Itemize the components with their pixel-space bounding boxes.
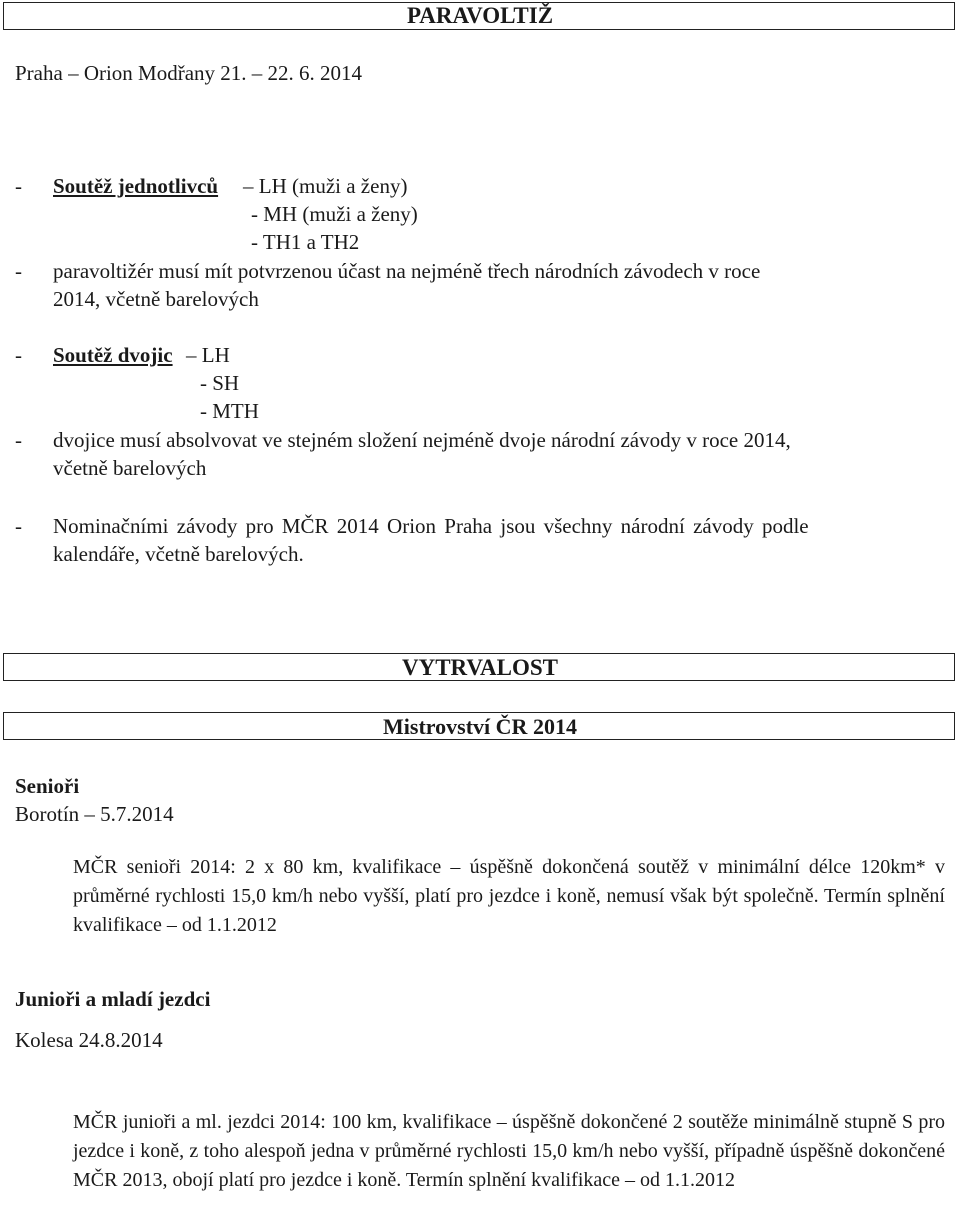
indiv-req-dash: - xyxy=(15,259,22,283)
seniors-event: Borotín – 5.7.2014 xyxy=(15,802,174,826)
indiv-req-line-1: paravoltižér musí mít potvrzenou účast na nejméně třech národních závodech v roce xyxy=(53,259,761,283)
nomination-dash: - xyxy=(15,514,22,538)
pair-class-1: – LH xyxy=(186,343,230,367)
seniors-title: Senioři xyxy=(15,774,80,798)
indiv-req-line-2: 2014, včetně barelových xyxy=(53,287,259,311)
paravoltiz-heading: PARAVOLTIŽ xyxy=(406,3,554,28)
juniors-title: Junioři a mladí jezdci xyxy=(15,987,211,1011)
juniors-event: Kolesa 24.8.2014 xyxy=(15,1028,163,1052)
pair-label: Soutěž dvojic xyxy=(53,343,173,367)
pair-dash: - xyxy=(15,343,22,367)
nomination-line-1: Nominačními závody pro MČR 2014 Orion Praha jsou všechny národní závody podle xyxy=(53,514,809,538)
nomination-line-2: kalendáře, včetně barelových. xyxy=(53,542,304,566)
pair-req-line-2: včetně barelových xyxy=(53,456,207,480)
paravoltiz-event: Praha – Orion Modřany 21. – 22. 6. 2014 xyxy=(15,61,363,85)
indiv-dash: - xyxy=(15,174,22,198)
pair-req-line-1: dvojice musí absolvovat ve stejném složení nejméně dvoje národní závody v roce 2014, xyxy=(53,428,791,452)
pair-req-dash: - xyxy=(15,428,22,452)
indiv-class-2: - MH (muži a ženy) xyxy=(251,202,418,226)
indiv-class-3: - TH1 a TH2 xyxy=(251,230,360,254)
seniors-text: MČR senioři 2014: 2 x 80 km, kvalifikace – úspěšně dokončená soutěž v minimální délce 120km* v průměrné rychlosti 15,0 km/h nebo vyšší, platí pro jezdce i koně, nemusí však být společně. Termín splnění kvalifikace – od 1.1.2012 xyxy=(73,856,945,936)
vytrvalost-heading: VYTRVALOST xyxy=(402,655,558,680)
juniors-text: MČR junioři a ml. jezdci 2014: 100 km, kvalifikace – úspěšně dokončené 2 soutěže minimálně stupně S pro jezdce i koně, z toho alespoň jedna v průměrné rychlosti 15,0 km/h nebo vyšší, případně úspěšně dokončené MČR 2013, obojí platí pro jezdce i koně. Termín splnění kvalifikace – od 1.1.2012 xyxy=(73,1111,945,1191)
indiv-label: Soutěž jednotlivců xyxy=(53,174,219,198)
pair-class-3: - MTH xyxy=(200,399,259,423)
mistrovstvi-heading: Mistrovství ČR 2014 xyxy=(383,714,577,739)
pair-class-2: - SH xyxy=(200,371,240,395)
indiv-class-1: – LH (muži a ženy) xyxy=(243,174,408,198)
